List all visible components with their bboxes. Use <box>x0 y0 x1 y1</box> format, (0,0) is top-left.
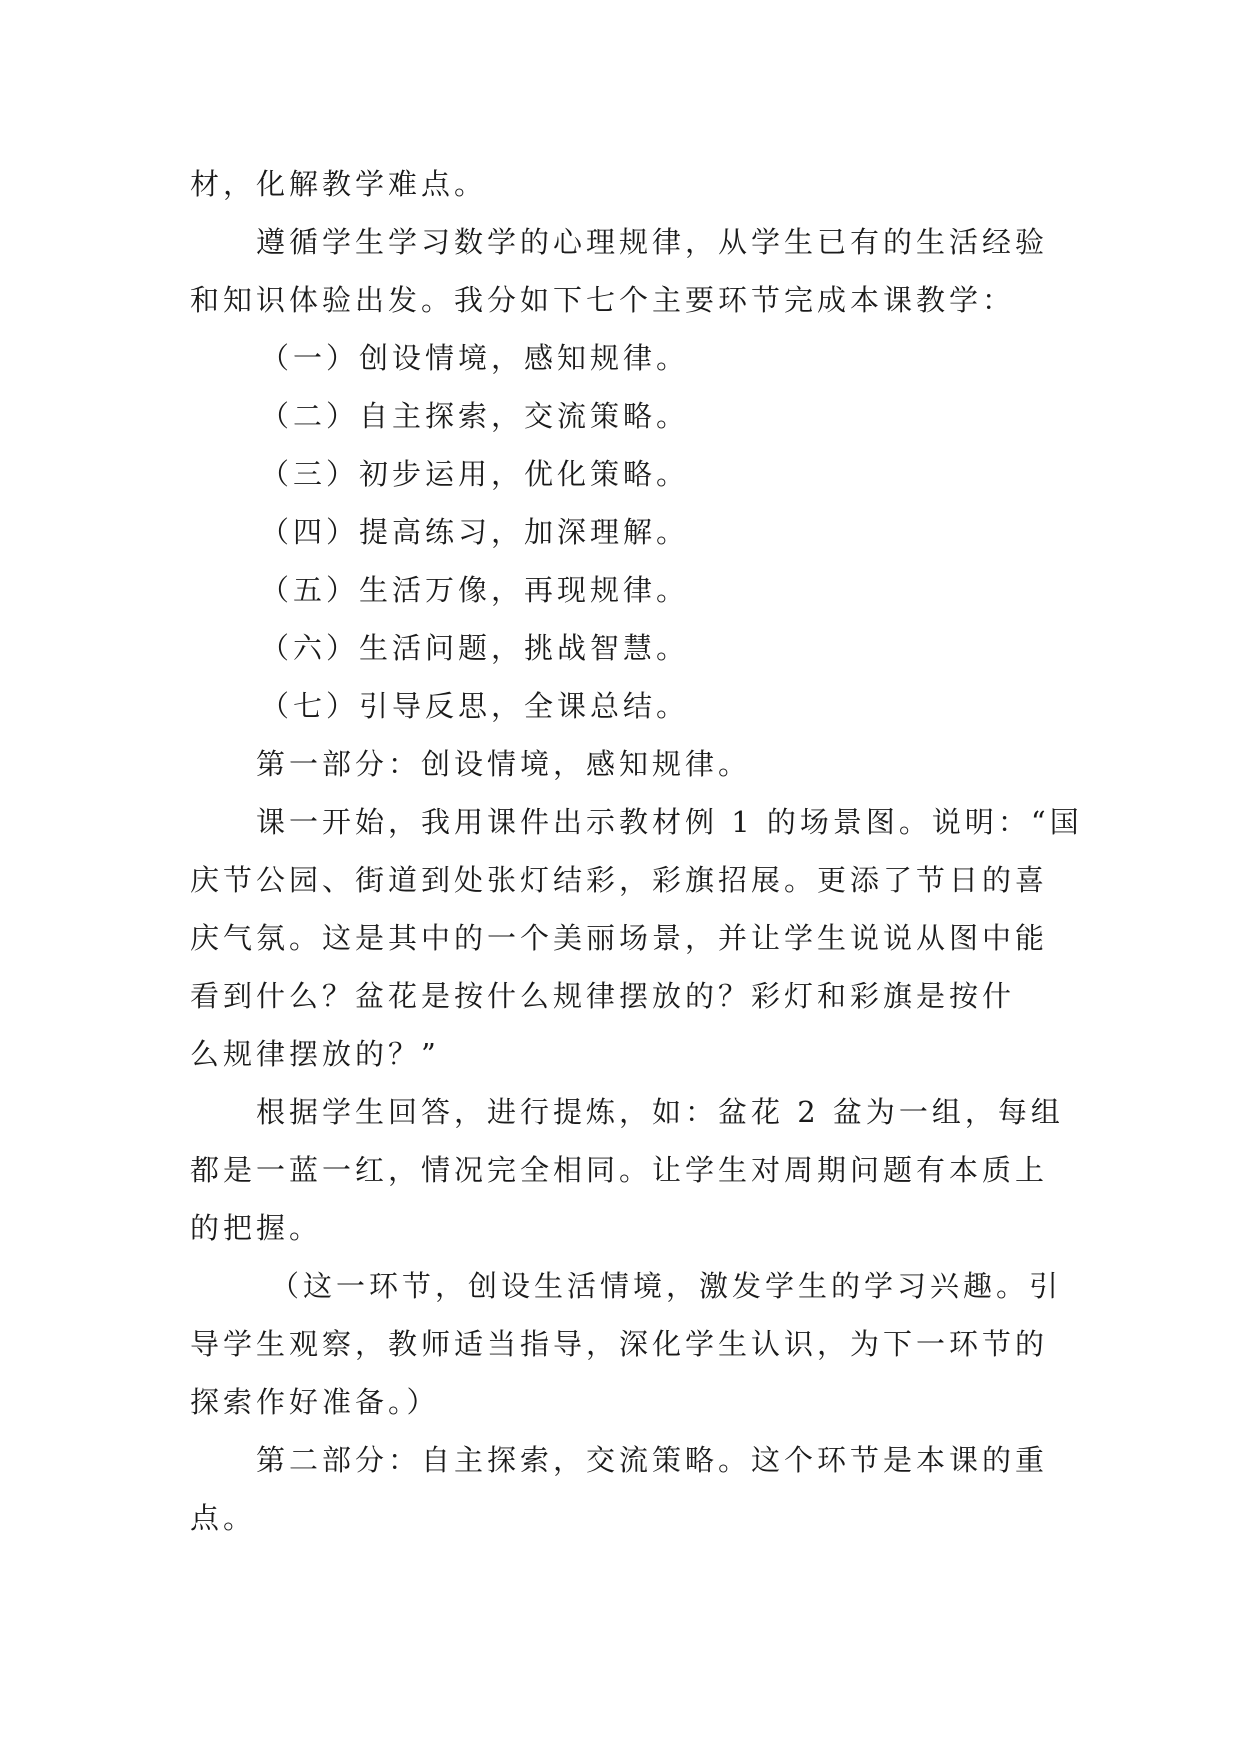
text-line: 的把握。 <box>190 1211 323 1245</box>
list-item: （二）自主探索，交流策略。 <box>260 399 690 433</box>
text-line: 和知识体验出发。我分如下七个主要环节完成本课教学： <box>190 283 1016 317</box>
body-text <box>190 155 1083 1547</box>
text-line: 看到什么？盆花是按什么规律摆放的？彩灯和彩旗是按什 <box>190 979 1016 1013</box>
text-line: 课一开始，我用课件出示教材例 1 的场景图。说明：“国 <box>256 805 1083 839</box>
text-line: 材，化解教学难点。 <box>190 167 488 201</box>
list-item: （四）提高练习，加深理解。 <box>260 515 690 549</box>
list-item: （七）引导反思，全课总结。 <box>260 689 690 723</box>
text-line: 庆节公园、街道到处张灯结彩，彩旗招展。更添了节日的喜 <box>190 863 1049 897</box>
section-heading: 第一部分：创设情境，感知规律。 <box>256 747 752 781</box>
list-item: （五）生活万像，再现规律。 <box>260 573 690 607</box>
list-item: （一）创设情境，感知规律。 <box>260 341 690 375</box>
text-line: 根据学生回答，进行提炼，如：盆花 2 盆为一组，每组 <box>256 1095 1064 1129</box>
text-line: 点。 <box>190 1501 257 1535</box>
list-item: （三）初步运用，优化策略。 <box>260 457 690 491</box>
list-item: （六）生活问题，挑战智慧。 <box>260 631 690 665</box>
text-line: （这一环节，创设生活情境，激发学生的学习兴趣。引 <box>270 1269 1063 1303</box>
text-line: 都是一蓝一红，情况完全相同。让学生对周期问题有本质上 <box>190 1153 1049 1187</box>
text-line: 遵循学生学习数学的心理规律，从学生已有的生活经验 <box>256 225 1049 259</box>
text-line: 么规律摆放的？” <box>190 1037 440 1071</box>
section-heading: 第二部分：自主探索，交流策略。这个环节是本课的重 <box>256 1443 1049 1477</box>
text-line: 庆气氛。这是其中的一个美丽场景，并让学生说说从图中能 <box>190 921 1049 955</box>
text-line: 探索作好准备。） <box>190 1385 440 1419</box>
text-line: 导学生观察，教师适当指导，深化学生认识，为下一环节的 <box>190 1327 1049 1361</box>
